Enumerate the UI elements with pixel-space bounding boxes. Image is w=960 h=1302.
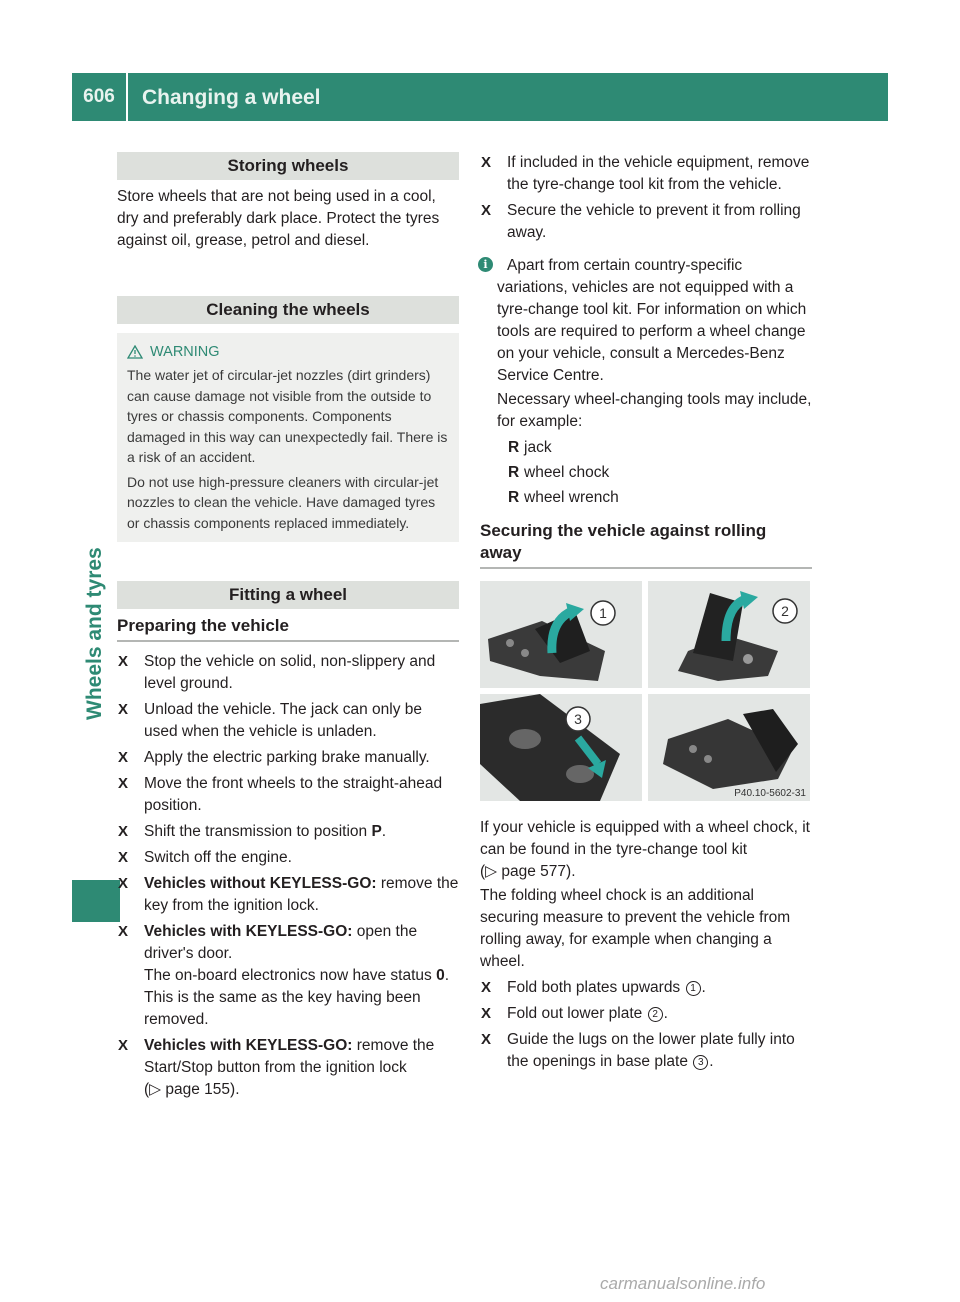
watermark: carmanualsonline.info (600, 1274, 766, 1293)
step-item: X Switch off the engine. (117, 847, 459, 869)
arrow-right-icon: X (118, 749, 129, 766)
figure-panel-3 (480, 694, 642, 801)
arrow-right-icon: X (118, 823, 129, 840)
arrow-right-icon: X (481, 1005, 492, 1022)
callout-marker: 3 (693, 1055, 708, 1070)
list-item: R wheel chock (497, 462, 812, 484)
warning-title (127, 341, 449, 363)
figure-panel-4 (648, 694, 810, 801)
arrow-right-icon: X (481, 154, 492, 171)
arrow-right-icon: X (481, 1031, 492, 1048)
header-divider (126, 73, 128, 121)
left-column (117, 152, 459, 1101)
warning-box (117, 333, 459, 542)
step-item: X Unload the vehicle. The jack can only be used when the vehicle is unladen. (118, 701, 423, 740)
arrow-right-icon: X (118, 849, 129, 866)
page-reference[interactable]: (▷ page 577). (480, 863, 576, 880)
page-reference[interactable]: (▷ page 155). (144, 1081, 240, 1098)
page-number: 606 (83, 86, 115, 107)
arrow-right-icon: X (481, 979, 492, 996)
step-item: X Fold out lower plate 2 . (480, 1003, 812, 1025)
step-item: X Vehicles with KEYLESS-GO: open the driver's door. The on-board electronics now have status 0. This is the same as the key having been removed. (118, 923, 450, 1028)
callout-marker: 1 (686, 981, 701, 996)
storing-text: Store wheels that are not being used in a cool, dry and preferably dark place. Protect the tyres against oil, grease, petrol and diesel. (117, 188, 440, 249)
figure-panel-1 (480, 581, 642, 688)
arrow-right-icon: X (481, 202, 492, 219)
warning-text-1: The water jet of circular-jet nozzles (dirt grinders) can cause damage not visible from the outside to tyres or chassis components. Components damaged in this way can unexpectedly fail. There is a risk of an accident. (127, 367, 448, 465)
chock-text: If your vehicle is equipped with a wheel chock, it can be found in the tyre-change tool kit (▷ page 577). (480, 819, 810, 880)
right-column (480, 152, 812, 1073)
subheading-securing: Securing the vehicle against rolling away (480, 520, 812, 569)
page-title: Changing a wheel (142, 86, 321, 109)
arrow-right-icon: X (118, 875, 129, 892)
list-item: R jack (497, 437, 812, 459)
arrow-right-icon: X (118, 653, 129, 670)
list-item: R wheel wrench (497, 487, 812, 509)
info-text-2: Necessary wheel-changing tools may include, for example: (497, 391, 812, 430)
arrow-right-icon: X (118, 775, 129, 792)
chapter-label: Wheels and tyres (83, 547, 106, 720)
bullet-icon: R (508, 489, 520, 506)
folding-text: The folding wheel chock is an additional securing measure to prevent the vehicle from rolling away, for example when changing a wheel. (480, 887, 791, 970)
chock-steps (480, 977, 812, 1073)
bullet-icon: R (508, 439, 520, 456)
warning-text-2: Do not use high-pressure cleaners with circular-jet nozzles to clean the vehicle. Have damaged tyres or chassis components replaced immediately. (127, 473, 439, 531)
arrow-right-icon: X (118, 701, 129, 718)
figure-callout: 3 (574, 711, 582, 727)
subheading-preparing: Preparing the vehicle (117, 615, 459, 642)
step-item: X Secure the vehicle to prevent it from rolling away. (481, 202, 801, 241)
step-item: X Apply the electric parking brake manually. (117, 747, 459, 769)
figure-reference-code: P40.10-5602-31 (734, 788, 806, 799)
warning-label: WARNING (150, 344, 220, 360)
chapter-tab (72, 880, 120, 922)
callout-marker: 2 (648, 1007, 663, 1022)
step-item: X Move the front wheels to the straight-ahead position. (118, 775, 443, 814)
wheel-chock-figure (480, 581, 812, 801)
section-heading-fitting: Fitting a wheel (117, 581, 459, 609)
step-item: X Stop the vehicle on solid, non-slippery and level ground. (118, 653, 436, 692)
step-item: X Vehicles without KEYLESS-GO: remove the key from the ignition lock. (118, 875, 459, 914)
info-note (480, 255, 812, 509)
section-heading-cleaning: Cleaning the wheels (117, 296, 459, 324)
step-item: X Vehicles with KEYLESS-GO: remove the Start/Stop button from the ignition lock (▷ page 155). (118, 1037, 435, 1098)
info-text-1: Apart from certain country-specific variations, vehicles are not equipped with a tyre-change tool kit. For information on which tools are required to perform a wheel change on your vehicle, consult a Mercedes-Benz Service Centre. (497, 257, 807, 384)
figure-callout: 1 (599, 605, 607, 621)
section-heading-storing: Storing wheels (117, 152, 459, 180)
figure-callout: 2 (781, 603, 789, 619)
bullet-icon: R (508, 464, 520, 481)
figure-panel-2 (648, 581, 810, 688)
preparing-steps (117, 651, 459, 1101)
info-icon: i (478, 257, 493, 272)
tool-list (497, 437, 812, 509)
arrow-right-icon: X (118, 1037, 129, 1054)
step-item: X Guide the lugs on the lower plate fully into the openings in base plate 3 . (481, 1031, 795, 1070)
step-item: X Shift the transmission to position P. (117, 821, 459, 843)
arrow-right-icon: X (118, 923, 129, 940)
step-item: X Fold both plates upwards 1 . (480, 977, 812, 999)
step-item: X If included in the vehicle equipment, remove the tyre-change tool kit from the vehicle. (481, 154, 810, 193)
warning-triangle-icon (127, 345, 143, 359)
